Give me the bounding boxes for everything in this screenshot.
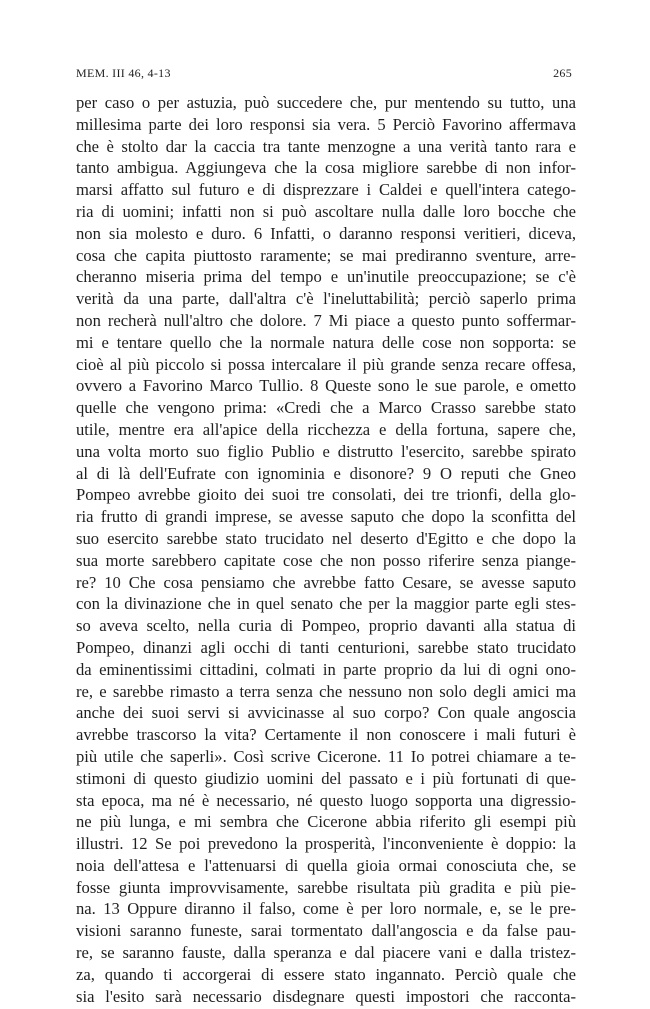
text-line: da eminentissimi cittadini, colmati in parte proprio da lui di ogni ono- [76,659,576,679]
running-head [76,66,572,82]
text-line: ria di uomini; infatti non si può ascoltare nulla dalle loro bocche che [76,201,576,221]
text-line: utile, mentre era all'apice della ricchezza e della fortuna, sapere che, [76,419,576,439]
text-line: mi e tentare quello che la normale natura delle cose non sopporta: se [76,332,576,352]
text-line: sua morte sarebbero capitate cose che non posso riferire senza piange- [76,550,576,570]
text-line: anche dei suoi servi si avvicinasse al suo corpo? Con quale angoscia [76,703,576,723]
text-line: sta epoca, ma né è necessario, né questo luogo sopporta una digressio- [76,790,576,810]
text-line: re, e sarebbe rimasto a terra senza che nessuno non solo degli amici ma [76,681,576,701]
text-line: una volta morto suo figlio Publio e distrutto l'esercito, sarebbe spirato [76,441,576,461]
text-line: cioè al più piccolo si possa intercalare il più grande senza recare offesa, [76,354,576,374]
text-line: za, quando ti accorgerai di essere stato ingannato. Perciò quale che [76,964,576,984]
text-line: tanto ambigua. Aggiungeva che la cosa migliore sarebbe di non infor- [76,158,576,178]
text-line: con la divinazione che in quel senato che per la maggior parte egli stes- [76,594,576,614]
text-line: suo esercito sarebbe stato trucidato nel deserto d'Egitto e che dopo la [76,528,576,548]
text-line: visioni saranno funeste, sarai tormentato dall'angoscia e da false pau- [76,921,576,941]
text-line: marsi affatto sul futuro e di disprezzare i Caldei e quell'intera catego- [76,180,576,200]
text-line: noia dell'attesa e l'attenuarsi di quella gioia ormai conosciuta che, se [76,855,576,875]
text-line: Pompeo, dinanzi agli occhi di tanti centurioni, sarebbe stato trucidato [76,637,576,657]
text-line: ria frutto di grandi imprese, se avesse saputo che dopo la sconfitta del [76,507,576,527]
text-line: più utile che saperli». Così scrive Cicerone. 11 Io potrei chiamare a te- [76,746,576,766]
text-line: quelle che vengono prima: «Credi che a Marco Crasso sarebbe stato [76,398,576,418]
text-line: ovvero a Favorino Marco Tullio. 8 Queste sono le sue parole, e ometto [76,376,576,396]
text-line: na. 13 Oppure diranno il falso, come è per loro normale, e, se le pre- [76,899,576,919]
text-line: verità da una parte, dall'altra c'è l'ineluttabilità; perciò saperlo prima [76,289,576,309]
text-line: re, se saranno fauste, dalla speranza e dal piacere vani e dalla tristez- [76,943,576,963]
text-line: non recherà null'altro che dolore. 7 Mi piace a questo punto soffermar- [76,310,576,330]
text-line: cheranno miseria prima del tempo e un'inutile preoccupazione; se c'è [76,267,576,287]
body-text [76,92,576,1007]
text-line: non sia molesto e duro. 6 Infatti, o daranno responsi veritieri, diceva, [76,223,576,243]
text-line: per caso o per astuzia, può succedere che, pur mentendo su tutto, una [76,93,576,112]
text-line: avrebbe trascorso la vita? Certamente il non conoscere i mali futuri è [76,725,576,745]
text-line: cosa che capita piuttosto raramente; se mai prediranno sventure, arre- [76,245,576,265]
text-line: so aveva scelto, nella curia di Pompeo, proprio davanti alla statua di [76,616,576,636]
text-line: Pompeo avrebbe gioito dei suoi tre consolati, dei tre trionfi, della glo- [76,485,576,505]
text-line: sia l'esito sarà necessario disdegnare questi impostori che racconta- [76,986,576,1006]
text-line: millesima parte dei loro responsi sia vera. 5 Perciò Favorino affermava [76,114,576,134]
text-line: ne più lunga, e mi sembra che Cicerone abbia riferito gli esempi più [76,812,576,832]
text-line: fosse giunta improvvisamente, sarebbe risultata più gradita e più pie- [76,877,576,897]
text-line: al di là dell'Eufrate con ignominia e disonore? 9 O reputi che Gneo [76,463,576,483]
text-line: illustri. 12 Se poi prevedono la prosperità, l'inconveniente è doppio: la [76,834,576,854]
page-number: 265 [553,66,572,80]
text-line: stimoni di questo giudizio uomini del passato e i più fortunati di que- [76,768,576,788]
text-line: re? 10 Che cosa pensiamo che avrebbe fatto Cesare, se avesse saputo [76,572,576,592]
text-line: che è stolto dar la caccia tra tante menzogne a una verità tanto rara e [76,136,576,156]
running-head-reference: MEM. III 46, 4-13 [76,66,171,80]
